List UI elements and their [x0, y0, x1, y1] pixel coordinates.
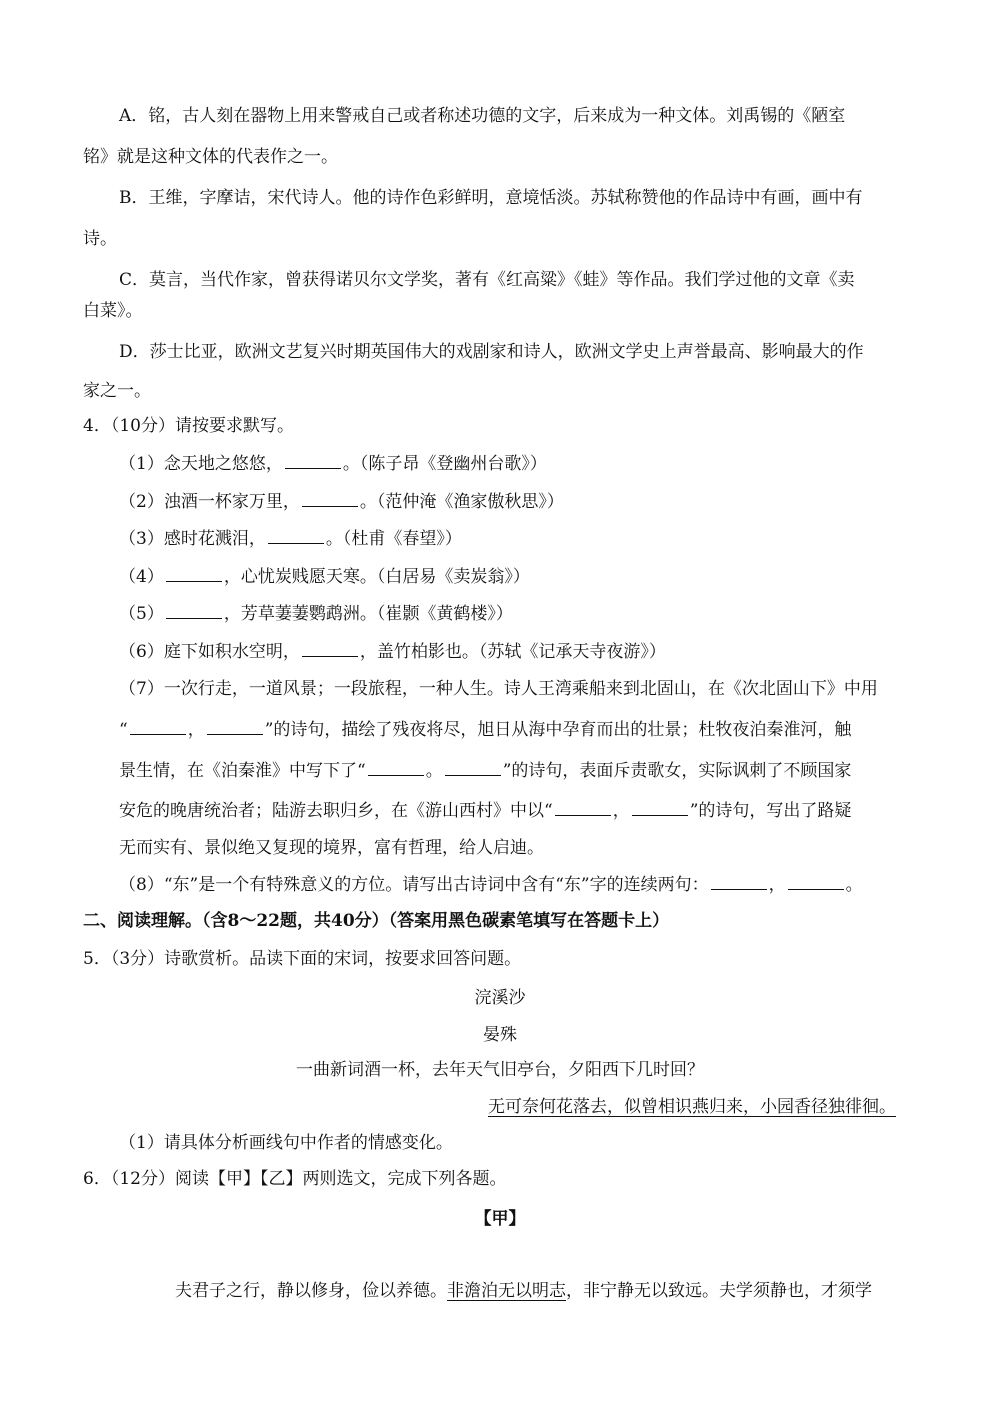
answer-blank[interactable]: [130, 718, 186, 735]
option-d-line2: 家之一。: [83, 381, 151, 401]
q4-item-7-line3: 景生情，在《泊秦淮》中写下了“ 。 ”的诗句，表面斥责歌女，实际讽刺了不顾国家: [119, 761, 852, 781]
answer-blank[interactable]: [711, 873, 767, 890]
poem-line-1: 一曲新词酒一杯，去年天气旧亭台，夕阳西下几时回？: [296, 1060, 704, 1080]
q4-item-7-line2: “ ， ”的诗句，描绘了残夜将尽，旭日从海中孕育而出的壮景；杜牧夜泊秦淮河，触: [119, 720, 852, 740]
q4-item-7-line1: （7）一次行走，一道风景；一段旅程，一种人生。诗人王湾乘船来到北固山，在《次北固山下》中用: [119, 679, 878, 699]
answer-blank[interactable]: [207, 718, 263, 735]
poem-author: 晏殊: [483, 1025, 517, 1045]
option-d-line1: D．莎士比亚，欧洲文艺复兴时期英国伟大的戏剧家和诗人，欧洲文学史上声誉最高、影响最大的作: [119, 342, 864, 362]
q5-subquestion-1: （1）请具体分析画线句中作者的情感变化。: [119, 1133, 453, 1153]
section-2-heading: 二、阅读理解。（含8～22题，共40分）（答案用黑色碳素笔填写在答题卡上）: [83, 911, 670, 931]
poem-line-2-underlined: 无可奈何花落去，似曾相识燕归来，小园香径独徘徊。: [488, 1097, 896, 1117]
option-b-line2: 诗。: [83, 229, 117, 249]
answer-blank[interactable]: [788, 873, 844, 890]
passage-jia-label: 【甲】: [474, 1209, 526, 1229]
answer-blank[interactable]: [555, 799, 611, 816]
option-a-line2: 铭》就是这种文体的代表作之一。: [83, 147, 338, 167]
q4-item-1: （1）念天地之悠悠， 。（陈子昂《登幽州台歌》）: [119, 454, 547, 474]
answer-blank[interactable]: [445, 759, 501, 776]
answer-blank[interactable]: [268, 527, 324, 544]
question-4-heading: 4．（10分）请按要求默写。: [83, 416, 294, 436]
poem-title: 浣溪沙: [474, 988, 526, 1008]
question-6-heading: 6．（12分）阅读【甲】【乙】两则选文，完成下列各题。: [83, 1169, 507, 1189]
q4-item-5: （5） ，芳草萋萋鹦鹉洲。（崔颢《黄鹤楼》）: [119, 604, 513, 624]
option-b-line1: B．王维，字摩诘，宋代诗人。他的诗作色彩鲜明，意境恬淡。苏轼称赞他的作品诗中有画，画中有: [119, 188, 863, 208]
answer-blank[interactable]: [166, 602, 222, 619]
q4-item-2: （2）浊酒一杯家万里， 。（范仲淹《渔家傲秋思》）: [119, 492, 564, 512]
question-5-heading: 5．（3分）诗歌赏析。品读下面的宋词，按要求回答问题。: [83, 949, 522, 969]
answer-blank[interactable]: [632, 799, 688, 816]
q4-item-8: （8）“东”是一个有特殊意义的方位。请写出古诗词中含有“东”字的连续两句： ， 。: [119, 875, 863, 895]
underlined-phrase: 非澹泊无以明志: [447, 1281, 566, 1301]
q4-item-6: （6）庭下如积水空明， ，盖竹柏影也。（苏轼《记承天寺夜游》）: [119, 642, 666, 662]
answer-blank[interactable]: [368, 759, 424, 776]
answer-blank[interactable]: [166, 565, 222, 582]
q4-item-7-line5: 无而实有、景似绝又复现的境界，富有哲理，给人启迪。: [119, 838, 544, 858]
q4-item-4: （4） ，心忧炭贱愿天寒。（白居易《卖炭翁》）: [119, 567, 530, 587]
option-c-line2: 白菜》。: [83, 301, 143, 321]
answer-blank[interactable]: [285, 452, 341, 469]
passage-jia-line1: 夫君子之行，静以修身，俭以养德。非澹泊无以明志，非宁静无以致远。夫学须静也，才须学: [175, 1281, 872, 1301]
option-c-line1: C．莫言，当代作家，曾获得诺贝尔文学奖，著有《红高粱》《蛙》等作品。我们学过他的文章《卖: [119, 270, 855, 290]
q4-item-7-line4: 安危的晚唐统治者；陆游去职归乡，在《游山西村》中以“ ， ”的诗句，写出了路疑: [119, 801, 852, 821]
q4-item-3: （3）感时花溅泪， 。（杜甫《春望》）: [119, 529, 462, 549]
answer-blank[interactable]: [302, 640, 358, 657]
option-a-line1: A．铭，古人刻在器物上用来警戒自己或者称述功德的文字，后来成为一种文体。刘禹锡的《陋室: [119, 106, 846, 126]
answer-blank[interactable]: [302, 490, 358, 507]
